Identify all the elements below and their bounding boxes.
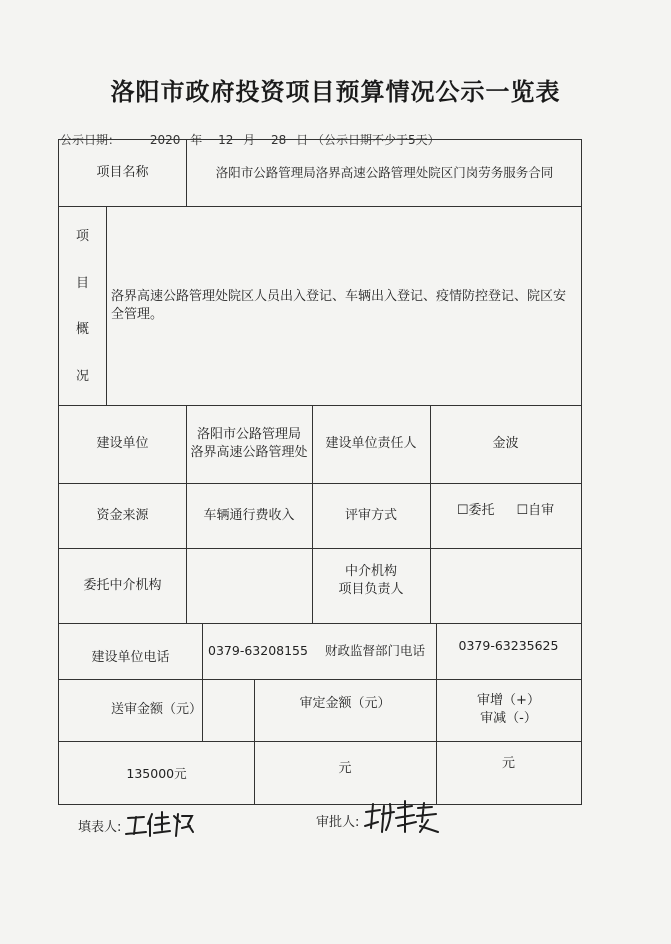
date-month-unit: 月: [243, 133, 256, 147]
review-method-options: [430, 483, 581, 538]
filler-label: 填表人:: [78, 820, 122, 835]
construction-unit-value-line2: 洛界高速公路管理处: [190, 445, 308, 460]
decrease-label: 审减（-）: [480, 711, 537, 726]
agency-head-value: [430, 548, 581, 623]
approver-signature: [362, 798, 442, 838]
unit-phone-label: 建设单位电话: [91, 650, 170, 665]
responsible-person-value: 金波: [492, 436, 519, 451]
date-day-unit: 日: [296, 133, 309, 147]
overview-label-char: 项: [75, 229, 89, 245]
review-option-entrusted[interactable]: ☐委托: [456, 502, 495, 518]
overview-label-char: 况: [75, 368, 89, 384]
overview-value: 洛界高速公路管理处院区人员出入登记、车辆出入登记、疫情防控登记、院区安全管理。: [111, 288, 567, 322]
construction-unit-label: 建设单位: [96, 436, 149, 451]
approved-amount-value: 元: [338, 761, 352, 776]
construction-unit-value: [186, 405, 312, 483]
agency-head-label-line2: 项目负责人: [338, 581, 404, 597]
change-amount-value: 元: [501, 756, 515, 771]
overview-label-char: 目: [75, 275, 89, 291]
date-month: 12: [218, 133, 234, 147]
finance-phone-label: 财政监督部门电话: [324, 643, 425, 658]
construction-unit-value-line1: 洛阳市公路管理局: [196, 427, 301, 442]
approver-label: 审批人:: [316, 815, 360, 830]
funding-source-value: 车辆通行费收入: [203, 507, 295, 523]
funding-source-label: 资金来源: [96, 507, 149, 523]
filler-signature: [124, 808, 196, 840]
review-option-self[interactable]: ☐自审: [516, 502, 555, 518]
review-method-label: 评审方式: [344, 507, 397, 523]
page-title: 洛阳市政府投资项目预算情况公示一览表: [110, 77, 561, 106]
approved-amount-label: 审定金额（元）: [299, 696, 391, 711]
increase-label: 审增（+）: [477, 693, 540, 708]
date-note: （公示日期不少于5天）: [311, 133, 440, 147]
finance-phone-value: 0379-63235625: [458, 638, 559, 653]
date-year-unit: 年: [190, 133, 203, 147]
submitted-amount-value: 135000元: [126, 765, 187, 781]
date-day: 28: [271, 133, 287, 147]
agency-head-label: [312, 548, 430, 613]
column-divider: [106, 206, 107, 405]
responsible-person-label: 建设单位责任人: [325, 436, 417, 451]
budget-form-table: [58, 139, 582, 805]
change-amount-label: [436, 679, 581, 741]
date-year: 2020: [149, 133, 181, 147]
agency-head-label-line1: 中介机构: [344, 563, 397, 579]
agency-value: [186, 548, 312, 623]
column-divider: [186, 140, 187, 206]
project-name-value: 洛阳市公路管理局洛界高速公路管理处院区门岗劳务服务合同: [215, 165, 554, 180]
submitted-amount-label: 送审金额（元）: [110, 702, 202, 717]
unit-phone-value: 0379-63208155: [208, 643, 308, 658]
overview-label-char: 概: [75, 322, 89, 338]
project-name-label: 项目名称: [96, 165, 149, 180]
agency-label: 委托中介机构: [83, 577, 162, 593]
overview-label: [59, 214, 106, 400]
date-label: 公示日期：: [60, 133, 121, 147]
